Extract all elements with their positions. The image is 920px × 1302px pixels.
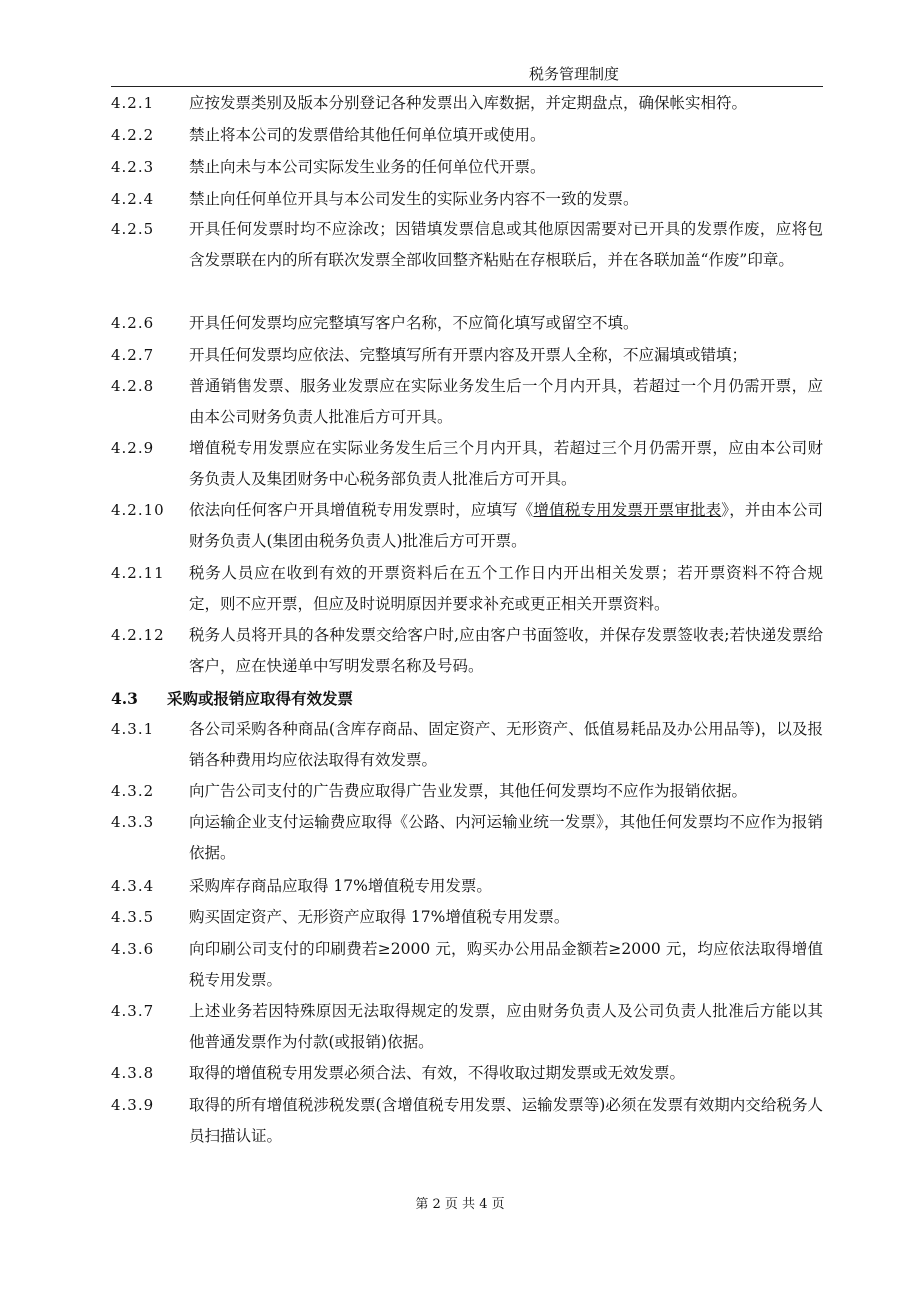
clause-text: 向广告公司支付的广告费应取得广告业发票，其他任何发票均不应作为报销依据。 — [189, 782, 748, 800]
clause-4-3-7 — [111, 996, 823, 1058]
clause-number: 4.2.10 — [111, 501, 165, 519]
clause-text: 普通销售发票、服务业发票应在实际业务发生后一个月内开具，若超过一个月仍需开票，应由本公司财务负责人批准后方可开具。 — [189, 377, 823, 426]
clause-4-2-6 — [111, 308, 823, 339]
clause-number: 4.3.2 — [111, 782, 155, 800]
clause-text-before: 依法向任何客户开具增值税专用发票时，应填写《 — [189, 501, 534, 519]
clause-4-3-5 — [111, 902, 823, 933]
clause-4-2-2 — [111, 120, 823, 151]
clause-text: 向印刷公司支付的印刷费若≥2000 元，购买办公用品金额若≥2000 元，均应依法取得增值税专用发票。 — [189, 940, 823, 989]
clause-4-2-3 — [111, 152, 823, 183]
page-footer — [0, 1193, 920, 1212]
clause-text: 取得的所有增值税涉税发票(含增值税专用发票、运输发票等)必须在发票有效期内交给税务人员扫描认证。 — [189, 1096, 823, 1145]
clause-number: 4.2.11 — [111, 564, 165, 582]
clause-4-3-3 — [111, 807, 823, 869]
clause-number: 4.3.9 — [111, 1096, 155, 1114]
clause-text: 开具任何发票时均不应涂改；因错填发票信息或其他原因需要对已开具的发票作废，应将包含发票联在内的所有联次发票全部收回整齐粘贴在存根联后，并在各联加盖“作废”印章。 — [189, 220, 823, 269]
clause-text: 禁止将本公司的发票借给其他任何单位填开或使用。 — [189, 126, 546, 144]
clause-number: 4.2.3 — [111, 158, 155, 176]
approval-form-link[interactable]: 增值税专用发票开票审批表 — [533, 501, 722, 519]
clause-number: 4.3.8 — [111, 1064, 155, 1082]
clause-4-2-1 — [111, 88, 823, 119]
clause-4-2-8 — [111, 371, 823, 433]
clause-4-3-6 — [111, 934, 823, 996]
clause-4-2-7 — [111, 340, 823, 371]
clause-text: 取得的增值税专用发票必须合法、有效，不得收取过期发票或无效发票。 — [189, 1064, 686, 1082]
clause-number: 4.2.6 — [111, 314, 155, 332]
clause-4-2-9 — [111, 433, 823, 495]
clause-text: 应按发票类别及版本分别登记各种发票出入库数据，并定期盘点，确保帐实相符。 — [189, 94, 748, 112]
clause-text: 各公司采购各种商品(含库存商品、固定资产、无形资产、低值易耗品及办公用品等)，以及报销各种费用均应依法取得有效发票。 — [189, 720, 823, 769]
clause-number: 4.3.7 — [111, 1002, 155, 1020]
clause-text-after: 》，并由本公司财务负责人(集团由税务负责人)批准后方可开票。 — [189, 501, 823, 550]
clause-number: 4.2.2 — [111, 126, 155, 144]
clause-4-2-4 — [111, 184, 823, 215]
clause-text: 增值税专用发票应在实际业务发生后三个月内开具，若超过三个月仍需开票，应由本公司财务负责人及集团财务中心税务部负责人批准后方可开具。 — [189, 439, 823, 488]
clause-4-2-10 — [111, 495, 823, 557]
clause-4-3-9 — [111, 1090, 823, 1152]
clause-number: 4.2.4 — [111, 190, 155, 208]
page-number: 第 2 页 共 4 页 — [415, 1197, 505, 1212]
clause-text: 禁止向未与本公司实际发生业务的任何单位代开票。 — [189, 158, 546, 176]
clause-4-2-12 — [111, 620, 823, 682]
clause-text: 购买固定资产、无形资产应取得 17%增值税专用发票。 — [189, 908, 570, 926]
clause-number: 4.2.7 — [111, 346, 155, 364]
clause-number: 4.2.9 — [111, 439, 155, 457]
clause-4-2-5 — [111, 214, 823, 276]
clause-number: 4.2.5 — [111, 220, 155, 238]
clause-text: 采购库存商品应取得 17%增值税专用发票。 — [189, 877, 492, 895]
clause-text: 上述业务若因特殊原因无法取得规定的发票，应由财务负责人及公司负责人批准后方能以其他普通发票作为付款(或报销)依据。 — [189, 1002, 823, 1051]
clause-number: 4.3.4 — [111, 877, 155, 895]
clause-4-3-2 — [111, 776, 823, 807]
clause-4-3-8 — [111, 1058, 823, 1089]
clause-number: 4.3.5 — [111, 908, 155, 926]
clause-4-2-11 — [111, 558, 823, 620]
clause-text: 税务人员应在收到有效的开票资料后在五个工作日内开出相关发票；若开票资料不符合规定，则不应开票，但应及时说明原因并要求补充或更正相关开票资料。 — [189, 564, 823, 613]
header-title: 税务管理制度 — [529, 65, 620, 83]
clause-text: 开具任何发票均应依法、完整填写所有开票内容及开票人全称，不应漏填或错填； — [189, 346, 748, 364]
clause-text: 开具任何发票均应完整填写客户名称，不应简化填写或留空不填。 — [189, 314, 639, 332]
clause-text: 向运输企业支付运输费应取得《公路、内河运输业统一发票》，其他任何发票均不应作为报销依据。 — [189, 813, 823, 862]
clause-number: 4.2.12 — [111, 626, 165, 644]
clause-text: 禁止向任何单位开具与本公司发生的实际业务内容不一致的发票。 — [189, 190, 639, 208]
clause-number: 4.2.8 — [111, 377, 155, 395]
clause-number: 4.3.6 — [111, 940, 155, 958]
section-title: 采购或报销应取得有效发票 — [167, 689, 354, 708]
clause-4-3-4 — [111, 871, 823, 902]
clause-number: 4.2.1 — [111, 94, 155, 112]
page-header — [111, 66, 823, 87]
clause-text — [189, 495, 823, 557]
section-heading-4-3 — [111, 683, 353, 714]
clause-4-3-1 — [111, 714, 823, 776]
section-number: 4.3 — [111, 689, 138, 708]
clause-text: 税务人员将开具的各种发票交给客户时,应由客户书面签收，并保存发票签收表;若快递发票给客户，应在快递单中写明发票名称及号码。 — [189, 626, 823, 675]
clause-number: 4.3.1 — [111, 720, 155, 738]
clause-number: 4.3.3 — [111, 813, 155, 831]
